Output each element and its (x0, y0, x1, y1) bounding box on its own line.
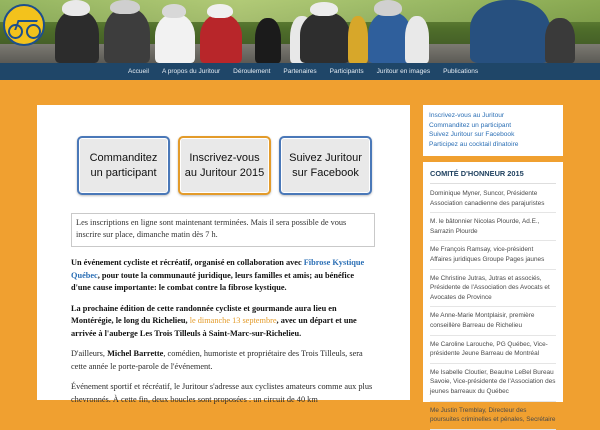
article-paragraph (71, 257, 375, 295)
sidebar-link-facebook[interactable]: Suivez Juritour sur Facebook (429, 131, 515, 139)
article-text: , pour toute la communauté juridique, leurs familles et amis; au bénéfice d'une cause importante: le combat contre la fibrose kystique. (71, 270, 355, 292)
cta-button-row (77, 136, 377, 196)
article-paragraph (71, 348, 375, 373)
committee-member: Dominique Myner, Suncor, Présidente Association canadienne des parajuristes (430, 189, 556, 213)
article-paragraph (71, 303, 375, 341)
sidebar (423, 105, 563, 424)
cyclist-figure (300, 12, 350, 63)
fibrose-kystique-link[interactable]: Fibrose Kystique Québec (71, 258, 365, 280)
article-body (71, 257, 375, 414)
committee-member: Me Christine Jutras, Jutras et associés, Présidente de l'Association des Avocats et Avocates de Province (430, 274, 556, 308)
cyclist-figure (155, 14, 195, 63)
spokesperson-name: Michel Barrette (107, 349, 164, 358)
article-text: La prochaine édition de cette randonnée cycliste et gourmande aura lieu en Montérégie, le long du Richelieu, (71, 303, 337, 325)
nav-item-a-propos[interactable]: A propos du Juritour (161, 68, 221, 75)
committee-member: Me Justin Tremblay, Directeur des poursuites criminelles et pénales, Secrétaire (430, 406, 556, 430)
cyclist-helmet (310, 2, 338, 16)
cyclist-figure (55, 10, 99, 63)
main-content (37, 105, 410, 404)
sidebar-link-register[interactable]: Inscrivez-vous au Juritour (429, 112, 505, 119)
nav-item-juritour-en-images[interactable]: Juritour en images (376, 68, 431, 75)
committee-member: Me Caroline Larouche, PG Québec, Vice-présidente Jeune Barreau de Montréal (430, 340, 556, 364)
cyclist-figure (545, 18, 575, 63)
cyclist-figure (255, 18, 281, 63)
nav-item-publications[interactable]: Publications (443, 68, 479, 75)
sidebar-link-cocktail[interactable]: Participez au cocktail dînatoire (429, 140, 519, 148)
nav-item-accueil[interactable]: Accueil (128, 68, 149, 75)
header-banner (0, 0, 600, 63)
cyclist-figure (104, 8, 150, 63)
article-paragraph: Événement sportif et récréatif, le Juritour s'adresse aux cyclistes amateurs comme aux plus chevronnés. À cette fin, deux boucles sont proposées : un circuit de 40 km (71, 382, 373, 404)
sidebar-links-box (423, 105, 563, 156)
nav-item-partenaires[interactable]: Partenaires (283, 68, 317, 75)
committee-member: Me François Ramsay, vice-président Affaires juridiques Groupe Pages jaunes (430, 245, 556, 269)
cyclist-figure (470, 0, 550, 63)
cyclist-figure (405, 16, 429, 63)
cyclist-figure (348, 16, 368, 63)
article-text: , comédien, humoriste et propriétaire des Trois Tilleuls, sera cette année le porte-parole de l'événement. (71, 349, 363, 371)
committee-member: M. le bâtonnier Nicolas Plourde, Ad.E., Sarrazin Plourde (430, 217, 556, 241)
nav-item-participants[interactable]: Participants (329, 68, 364, 75)
cyclist-helmet (62, 0, 90, 16)
divider (430, 183, 556, 184)
registration-notice: Les inscriptions en ligne sont maintenant terminées. Mais il sera possible de vous inscrire sur place, dimanche matin dès 7 h. (71, 213, 375, 247)
committee-member: Me Isabelle Cloutier, Beaulne LeBel Bureau Savoie, Vice-présidente de l'Association des jeunes barreaux du Québec (430, 368, 556, 402)
cyclist-helmet (374, 0, 402, 16)
cyclist-helmet (162, 4, 186, 18)
juritour-logo[interactable] (3, 4, 45, 46)
committee-member: Me Anne-Marie Montplaisir, première conseillère Barreau de Richelieu (430, 311, 556, 335)
main-nav (0, 63, 600, 80)
article-text: D'ailleurs, (71, 349, 108, 358)
committee-title: COMITÉ D'HONNEUR 2015 (430, 169, 524, 178)
honorary-committee-box (423, 162, 563, 424)
article-text: , avec un départ et une arrivée à l'auberge Les Trois Tilleuls à Saint-Marc-sur-Richelieu. (71, 316, 357, 338)
logo-bike-frame (14, 20, 38, 30)
nav-item-deroulement[interactable]: Déroulement (233, 68, 271, 75)
sponsor-participant-button[interactable]: Commanditez un participant (77, 136, 170, 195)
article-text: Un événement cycliste et récréatif, organisé en collaboration avec (71, 258, 304, 267)
sidebar-link-sponsor[interactable]: Commanditez un participant (429, 121, 512, 129)
cyclist-helmet (110, 0, 140, 14)
cyclist-helmet (207, 4, 233, 18)
event-date: le dimanche 13 septembre (189, 316, 277, 325)
facebook-follow-button[interactable]: Suivez Juritour sur Facebook (279, 136, 372, 195)
register-button[interactable]: Inscrivez-vous au Juritour 2015 (178, 136, 271, 195)
cyclist-figure (200, 14, 242, 63)
